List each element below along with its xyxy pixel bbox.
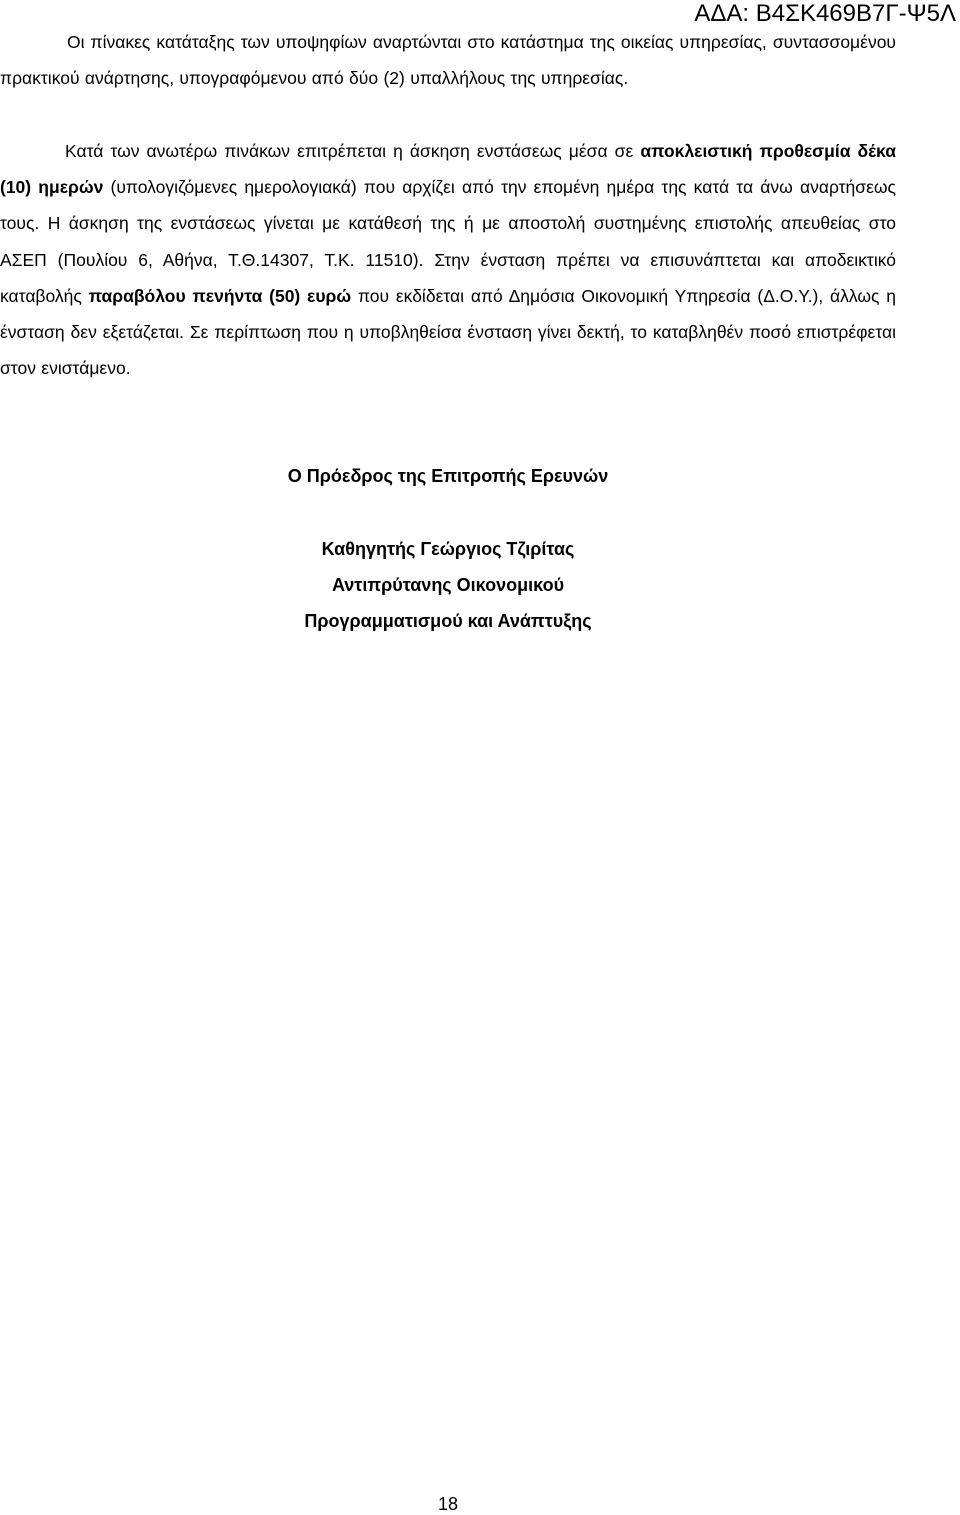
ada-code: ΑΔΑ: Β4ΣΚ469Β7Γ-Ψ5Λ [694,0,956,27]
paragraph-objection-procedure [0,133,896,386]
paragraph-text: Οι πίνακες κατάταξης των υποψηφίων αναρτώνται στο κατάστημα της οικείας υπηρεσίας, συντασσομένου πρακτικού ανάρτησης, υπογραφόμενου από δύο (2) υπαλλήλους της υπηρεσίας. [0,32,896,89]
page-number: 18 [437,1494,459,1514]
signatory-name: Καθηγητής Γεώργιος Τζιρίτας [321,539,575,559]
text-segment: (υπολογιζόμενες ημερολογιακά) που αρχίζει από την επομένη ημέρα της κατά τα άνω αναρτήσεως τους. Η άσκηση της ενστάσεως γίνεται με κατάθεσή της ή με αποστολή συστημένης επιστολής απευθείας στο ΑΣΕΠ (Πουλίου 6, Αθήνα, Τ.Θ.14307, Τ.Κ. 11510). Στην ένσταση πρέπει να επισυνάπτεται και αποδεικτικό καταβολής [0,177,896,306]
fee-bold-text: παραβόλου πενήντα (50) ευρώ [88,285,352,306]
paragraph-posting-rankings [0,24,896,96]
signatory-role-line2: Προγραμματισμού και Ανάπτυξης [304,611,592,631]
text-segment: Κατά των ανωτέρω πινάκων επιτρέπεται η άσκηση ενστάσεως μέσα σε [65,141,641,161]
signature-title: Ο Πρόεδρος της Επιτροπής Ερευνών [287,466,609,486]
text-segment: που εκδίδεται από Δημόσια Οικονομική Υπηρεσία (Δ.Ο.Υ.), άλλως η ένσταση δεν εξετάζεται. Σε περίπτωση που η υποβληθείσα ένσταση γίνει δεκτή, το καταβληθέν ποσό επιστρέφεται στον ενιστάμενο. [0,285,896,379]
signatory-role-line1: Αντιπρύτανης Οικονομικού [331,575,565,595]
deadline-bold-text: αποκλειστική προθεσμία δέκα (10) ημερών [0,141,896,198]
paragraph-text [0,133,896,386]
